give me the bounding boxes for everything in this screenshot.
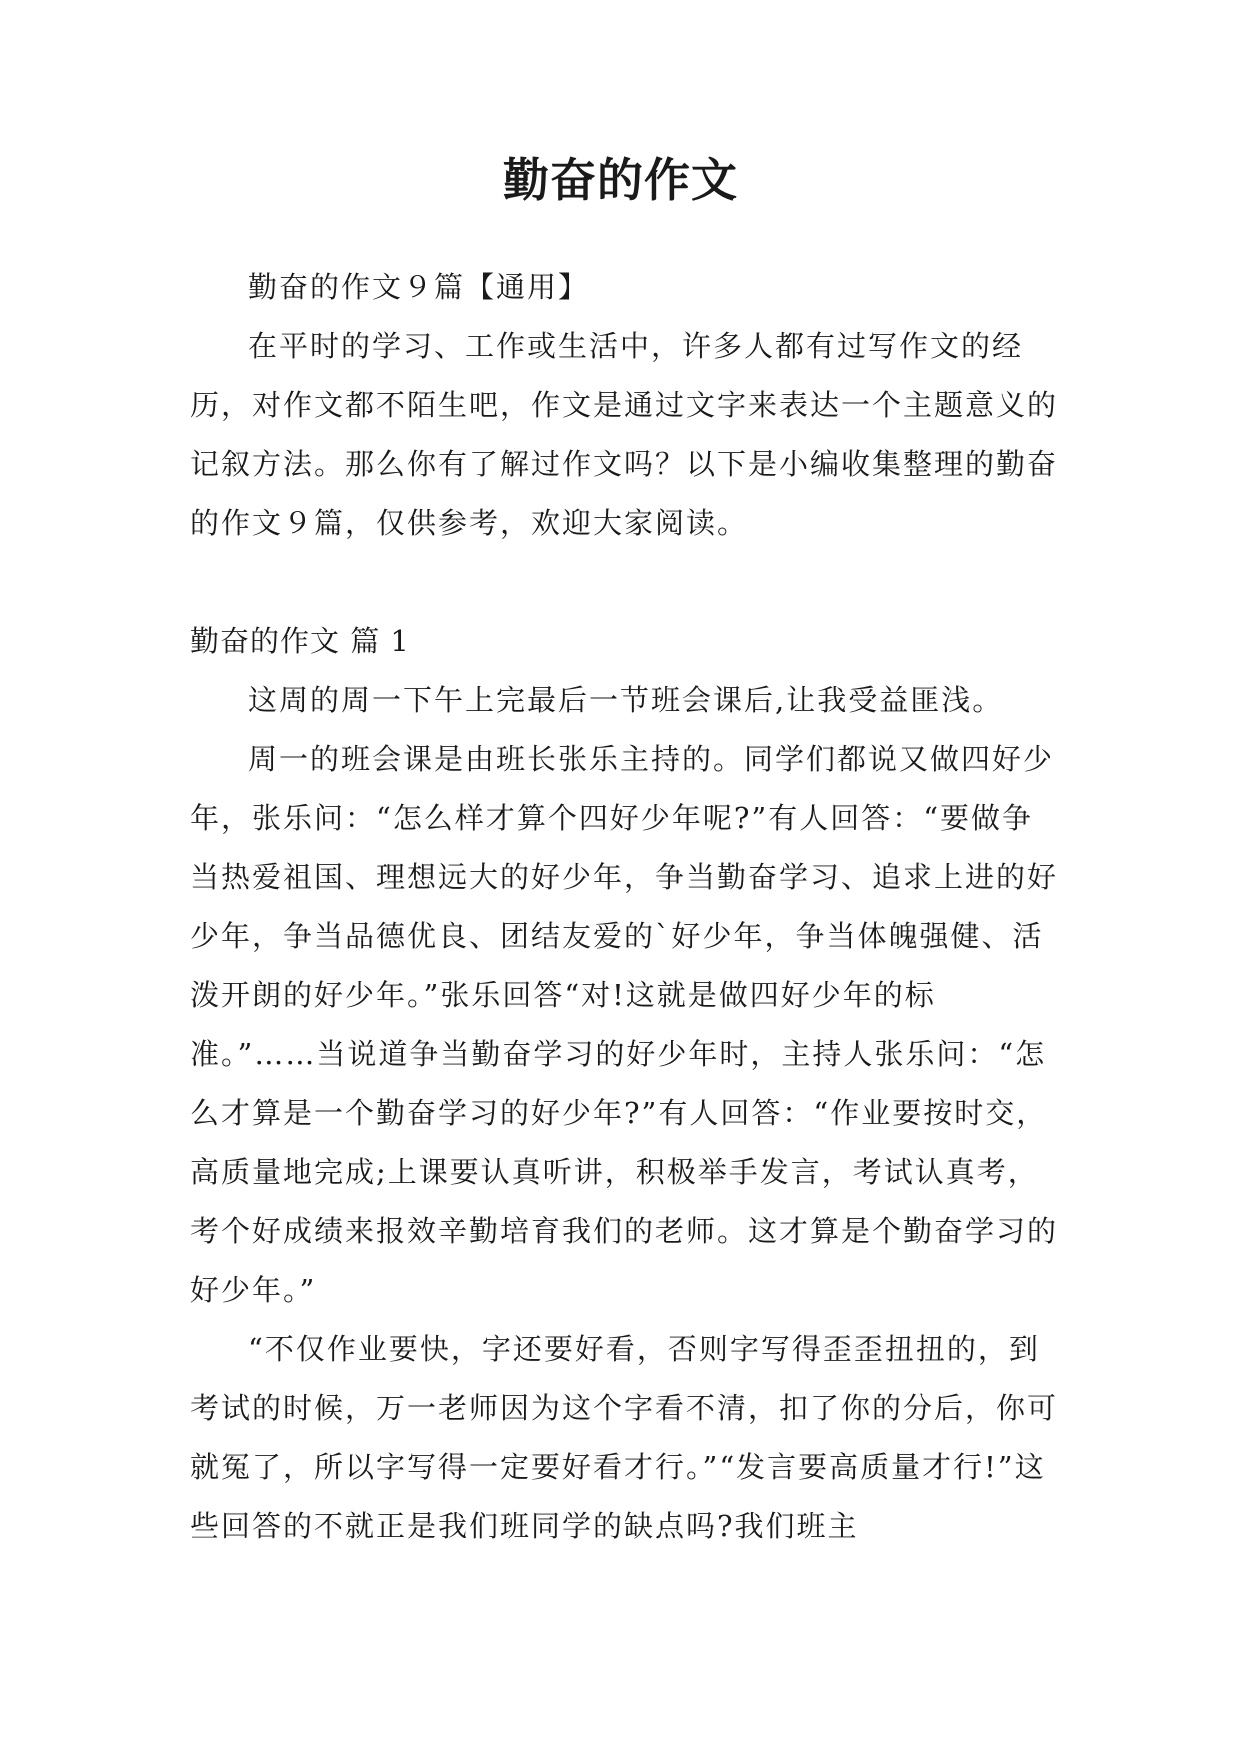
intro-paragraph: 在平时的学习、工作或生活中，许多人都有过写作文的经历，对作文都不陌生吧，作文是通过文字来表达一个主题意义的记叙方法。那么你有了解过作文吗？以下是小编收集整理的勤奋的作文９篇，仅供参考，欢迎大家阅读。: [190, 329, 1059, 540]
body-paragraph-1: 这周的周一下午上完最后一节班会课后,让我受益匪浅。: [248, 683, 1004, 717]
body-paragraph-2: 周一的班会课是由班长张乐主持的。同学们都说又做四好少年，张乐问：“怎么样才算个四好少年呢?”有人回答：“要做争当热爱祖国、理想远大的好少年，争当勤奋学习、追求上进的好少年，争当品德优良、团结友爱的`好少年，争当体魄强健、活泼开朗的好少年。”张乐回答“对!这就是做四好少年的标准。”……当说道争当勤奋学习的好少年时，主持人张乐问：“怎么才算是一个勤奋学习的好少年?”有人回答：“作业要按时交，高质量地完成;上课要认真听讲，积极举手发言，考试认真考，考个好成绩来报效辛勤培育我们的老师。这才算是个勤奋学习的好少年。”: [190, 742, 1059, 1307]
document-body: [190, 258, 1058, 1556]
document-subtitle: 勤奋的作文９篇【通用】: [248, 270, 590, 304]
section-spacer: [190, 553, 1058, 612]
body-paragraph-3: “不仅作业要快，字还要好看，否则字写得歪歪扭扭的，到考试的时候，万一老师因为这个字看不清，扣了你的分后，你可就冤了，所以字写得一定要好看才行。”“发言要高质量才行!”这些回答的不就正是我们班同学的缺点吗?我们班主: [190, 1332, 1059, 1543]
document-title: 勤奋的作文: [503, 153, 738, 207]
section-heading: 勤奋的作文 篇 1: [190, 624, 410, 658]
